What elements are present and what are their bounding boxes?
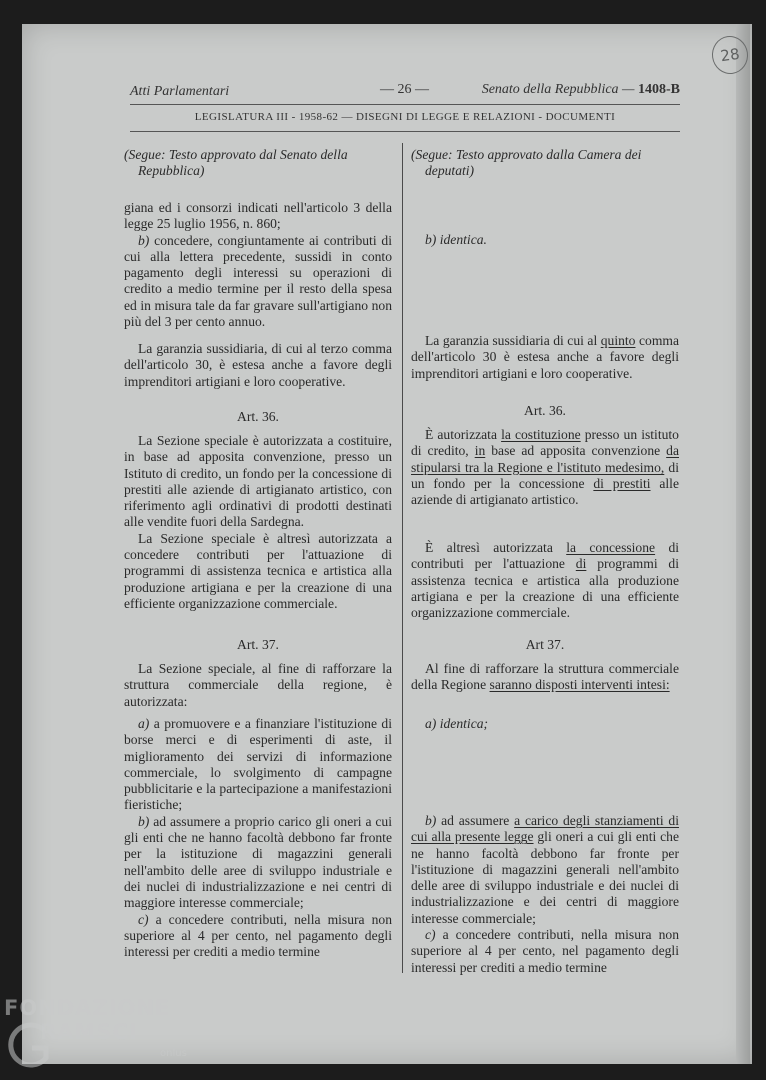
header-rule-bottom bbox=[130, 131, 680, 132]
watermark-line2: RAMSCI bbox=[40, 1020, 138, 1044]
right-column-body-4 bbox=[411, 661, 679, 694]
right-letter-b: b) bbox=[425, 232, 437, 247]
right-art37-block bbox=[411, 637, 679, 653]
left-item-c-text: a concedere contributi, nella misura non superiore al 4 per cento, nel pagamento degli interessi per crediti a medio termine bbox=[124, 911, 392, 960]
right-column-b-identica bbox=[411, 232, 679, 248]
header-doc-code: 1408-B bbox=[638, 82, 680, 97]
right-b-identica bbox=[411, 232, 679, 248]
right-item-b bbox=[411, 813, 679, 927]
right-heading-line2: deputati) bbox=[425, 163, 475, 179]
watermark-line1: FONDAZIONE bbox=[4, 996, 171, 1020]
right-item-a bbox=[411, 716, 679, 732]
right-column-body-1 bbox=[411, 333, 679, 382]
left-heading-line1: (Segue: Testo approvato dal Senato della bbox=[124, 147, 348, 162]
left-item-a bbox=[124, 716, 392, 814]
right-p2-e: alle aziende di artigianato artistico. bbox=[411, 475, 679, 508]
right-item-b-a: ad assumere bbox=[441, 813, 510, 828]
left-column-body-1 bbox=[124, 200, 392, 330]
left-column-body-3 bbox=[124, 433, 392, 612]
right-p1-text-b: comma dell'articolo 30 è estesa anche a favore degli imprenditori artigiani e loro cooperative. bbox=[411, 333, 679, 381]
header-right-text: Senato della Repubblica — bbox=[481, 82, 635, 97]
header-left: Atti Parlamentari bbox=[130, 84, 230, 99]
right-p4-u: saranno disposti interventi intesi: bbox=[489, 677, 670, 693]
right-item-c-text: a concedere contributi, nella misura non superiore al 4 per cento, nel pagamento degli interessi per crediti a medio termine bbox=[411, 927, 679, 975]
page-edge bbox=[736, 24, 750, 1064]
left-paragraph-4: La Sezione speciale è autorizzata a costituire, in base ad apposita convenzione, presso un Istituto di credito, un fondo per la concessione di prestiti alle aziende di artigianato artistico, con riferimento agli ordinativi di prodotti destinati alle vendite fuori della Sardegna. bbox=[124, 433, 392, 530]
right-item-c bbox=[411, 927, 679, 976]
left-art36-block bbox=[124, 409, 392, 425]
right-p3-u1: la concessione bbox=[566, 540, 656, 555]
left-letter-c: c) bbox=[138, 911, 149, 927]
right-p1-text-a: La garanzia sussidiaria di cui al bbox=[425, 333, 598, 348]
right-p3-a: È altresì autorizzata bbox=[425, 540, 553, 555]
right-p2-d: di un fondo per la concessione bbox=[411, 459, 679, 491]
left-letter-a: a) bbox=[138, 716, 150, 731]
right-heading-line1: (Segue: Testo approvato dalla Camera dei bbox=[411, 147, 642, 162]
right-item-b-b: gli oneri a cui gli enti che ne hanno facoltà debbono far fronte per l'istituzione di magazzini generali nell'ambito delle aree di sviluppo industriale e dei nuclei di industrializzazione e dei centri di maggiore interesse commerciale; bbox=[411, 829, 679, 926]
header-subtitle: LEGISLATURA III - 1958-62 — DISEGNI DI LEGGE E RELAZIONI - DOCUMENTI bbox=[194, 111, 616, 123]
right-p2-c: base ad apposita convenzione bbox=[491, 443, 661, 459]
right-p1-underlined: quinto bbox=[600, 333, 636, 348]
left-article-36-title: Art. 36. bbox=[237, 409, 279, 424]
left-paragraph-2 bbox=[124, 233, 392, 331]
fondazione-gramsci-watermark bbox=[4, 996, 204, 1076]
left-item-b bbox=[124, 814, 392, 912]
right-paragraph-4 bbox=[411, 661, 679, 694]
right-heading bbox=[411, 147, 679, 180]
left-letter-b: b) bbox=[138, 232, 150, 248]
page-header bbox=[130, 82, 680, 104]
right-p2-u1: la costituzione bbox=[501, 427, 581, 442]
right-p2-u3: da stipularsi tra la Regione e l'istituto medesimo, bbox=[411, 443, 679, 475]
left-letter-b2: b) bbox=[138, 813, 150, 829]
left-paragraph-3: La garanzia sussidiaria, di cui al terzo comma dell'articolo 30, è estesa anche a favore degli imprenditori artigiani e loro cooperative. bbox=[124, 341, 392, 389]
left-paragraph-2-text: concedere, congiuntamente ai contributi di cui alla lettera precedente, sussidi in conto pagamento degli interessi su operazioni di credito a medio termine per il resto della spesa ed in misura tale da far gravare sull'artigiano non più del 3 per cento annuo. bbox=[124, 232, 392, 330]
header-right bbox=[482, 82, 680, 98]
right-item-b-u: a carico degli stanziamenti di cui alla presente legge bbox=[411, 813, 679, 845]
watermark-onlus: onlus bbox=[160, 1048, 187, 1059]
header-page-number: — 26 — bbox=[380, 82, 429, 97]
right-item-a-text: identica; bbox=[439, 716, 489, 731]
left-article-37-title: Art. 37. bbox=[237, 637, 279, 652]
right-p3-u2: di bbox=[575, 556, 587, 572]
right-column-body-2 bbox=[411, 427, 679, 508]
left-heading bbox=[124, 147, 392, 180]
left-paragraph-5: La Sezione speciale è altresì autorizzata a concedere contributi per l'attuazione di programmi di assistenza tecnica e artistica alla produzione artigiana e per la creazione di una efficiente organizzazione commerciale. bbox=[124, 530, 392, 611]
right-paragraph-1 bbox=[411, 333, 679, 382]
right-p4-a: Al fine di rafforzare la struttura commerciale della Regione bbox=[411, 661, 679, 693]
left-column-body-2 bbox=[124, 341, 392, 390]
right-letter-a: a) bbox=[425, 716, 437, 731]
right-column-item-a bbox=[411, 716, 679, 732]
right-paragraph-3 bbox=[411, 540, 679, 621]
column-divider bbox=[402, 143, 403, 973]
right-letter-c: c) bbox=[425, 927, 436, 943]
right-p2-u2: in bbox=[474, 443, 486, 459]
handwritten-page-number-text: 28 bbox=[719, 44, 741, 66]
right-p3-b: di contributi per l'attuazione bbox=[411, 540, 680, 572]
left-heading-line2: Repubblica) bbox=[138, 163, 205, 179]
right-art36-block bbox=[411, 403, 679, 419]
right-p2-u4: di prestiti bbox=[593, 475, 651, 491]
right-column-heading bbox=[411, 147, 679, 180]
right-p2-b: presso un istituto di credito, bbox=[411, 427, 679, 459]
left-art37-block bbox=[124, 637, 392, 653]
header-rule-top bbox=[130, 104, 680, 105]
right-p2-a: È autorizzata bbox=[425, 427, 497, 442]
right-column-body-5 bbox=[411, 813, 679, 976]
right-letter-b2: b) bbox=[425, 813, 437, 828]
left-item-c bbox=[124, 912, 392, 961]
right-column-body-3 bbox=[411, 540, 679, 621]
left-paragraph-1: giana ed i consorzi indicati nell'articolo 3 della legge 25 luglio 1956, n. 860; bbox=[124, 200, 392, 232]
right-article-37-title: Art 37. bbox=[525, 637, 565, 652]
left-column-body-5 bbox=[124, 716, 392, 960]
left-item-b-text: ad assumere a proprio carico gli oneri a cui gli enti che ne hanno facoltà debbono far fronte per la istituzione di magazzini generali nell'ambito delle aree di sviluppo industriale e dei nuclei di industrializzazione e nei centri di maggiore interesse commerciale; bbox=[124, 813, 392, 911]
right-paragraph-2 bbox=[411, 427, 679, 508]
right-b-identica-text: identica. bbox=[439, 232, 487, 247]
right-p3-c: programmi di assistenza tecnica e artistica alla produzione artigiana e per la creazione di una efficiente organizzazione commerciale. bbox=[411, 556, 679, 621]
left-column-body-4 bbox=[124, 661, 392, 710]
right-article-36-title: Art. 36. bbox=[524, 403, 566, 418]
left-paragraph-6: La Sezione speciale, al fine di rafforzare la struttura commerciale della regione, è autorizzata: bbox=[124, 661, 392, 709]
left-column-heading bbox=[124, 147, 392, 180]
left-item-a-text: a promuovere e a finanziare l'istituzione di borse merci e di esperimenti di aste, il miglioramento dei servizi di informazione commerciale, lo svolgimento di campagne pubblicitarie e la partecipazione a manifestazioni fieristiche; bbox=[124, 716, 392, 813]
